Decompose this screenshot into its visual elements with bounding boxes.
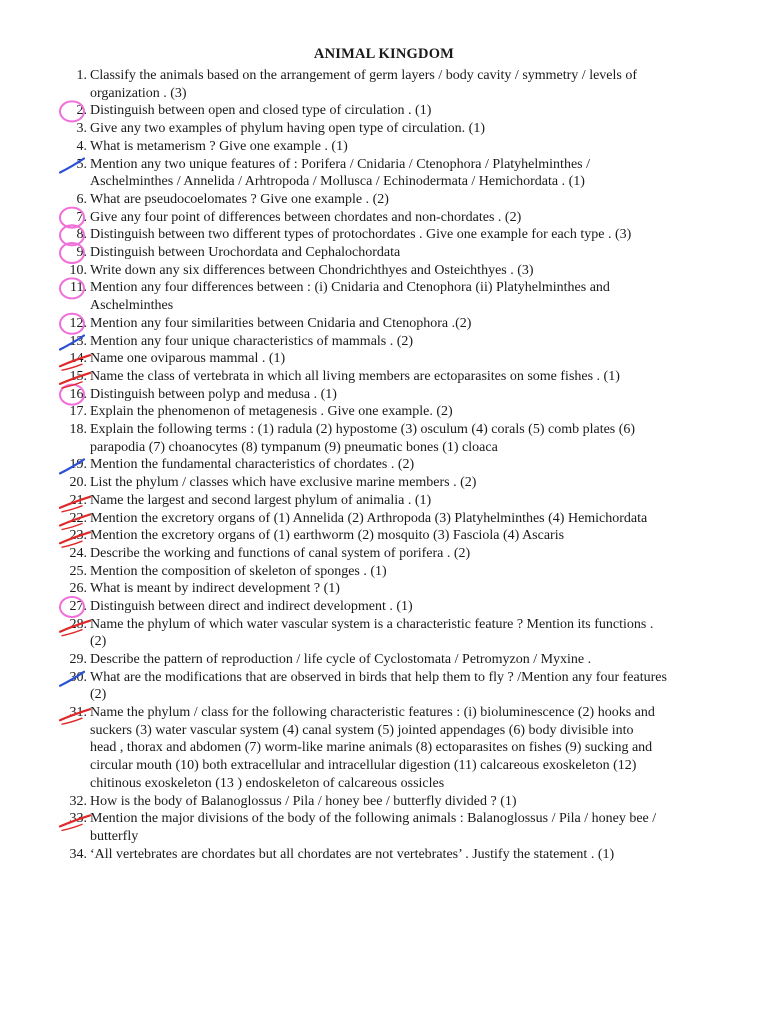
question-item — [69, 350, 730, 368]
question-text-line: What is meant by indirect development ? (1) — [90, 581, 340, 597]
question-text-line: Mention the major divisions of the body of the following animals : Balanoglossus / Pila / honey bee / — [90, 811, 657, 827]
question-text-line: Describe the working and functions of canal system of porifera . (2) — [90, 545, 471, 561]
question-text-line: butterfly — [90, 828, 139, 844]
question-text-line: Distinguish between two different types of protochordates . Give one example for each type . (3) — [90, 227, 632, 243]
question-text-line: Name one oviparous mammal . (1) — [90, 351, 286, 367]
question-item — [69, 810, 730, 845]
question-text-line: Classify the animals based on the arrangement of germ layers / body cavity / symmetry / levels of — [90, 68, 638, 83]
question-item — [69, 651, 730, 669]
question-text-line: (2) — [90, 687, 107, 703]
question-item — [69, 793, 730, 811]
question-text-line: ‘All vertebrates are chordates but all chordates are not vertebrates’ . Justify the statement . (1) — [90, 846, 615, 862]
question-item — [69, 333, 730, 351]
question-number: 7. — [76, 209, 87, 225]
question-item — [76, 209, 730, 227]
question-number: 9. — [76, 245, 87, 260]
question-item — [69, 510, 730, 528]
question-number: 29. — [69, 652, 87, 668]
question-number: 18. — [69, 422, 87, 437]
question-item — [69, 262, 730, 280]
question-item — [69, 403, 730, 421]
question-number: 31. — [69, 705, 87, 721]
question-number: 23. — [69, 528, 87, 544]
question-item — [69, 545, 730, 563]
question-text-line: Mention any two unique features of : Porifera / Cnidaria / Ctenophora / Platyhelminthes / — [90, 156, 591, 172]
question-number: 14. — [69, 351, 87, 367]
question-text-line: What is metamerism ? Give one example . (1) — [90, 138, 348, 154]
question-item — [69, 704, 730, 792]
question-number: 28. — [69, 616, 87, 632]
question-text-line: parapodia (7) choanocytes (8) tympanum (9) pneumatic bones (1) cloaca — [90, 439, 498, 455]
question-item — [70, 279, 730, 314]
question-text-line: Name the phylum of which water vascular system is a characteristic feature ? Mention its functions . — [90, 616, 654, 632]
question-item — [69, 492, 730, 510]
question-number: 1. — [76, 68, 87, 83]
question-item — [69, 527, 730, 545]
question-text-line: Mention the fundamental characteristics of chordates . (2) — [90, 457, 415, 473]
question-text-line: Mention any four differences between : (i) Cnidaria and Ctenophora (ii) Platyhelminthes and — [90, 280, 610, 296]
question-number: 12. — [69, 315, 87, 331]
question-item — [76, 226, 730, 244]
question-number: 30. — [69, 669, 87, 685]
question-text-line: Give any four point of differences between chordates and non-chordates . (2) — [90, 209, 522, 225]
question-text-line: Name the largest and second largest phylum of animalia . (1) — [90, 492, 432, 508]
question-item — [76, 156, 730, 191]
page-title: ANIMAL KINGDOM — [313, 46, 455, 62]
question-text-line: Aschelminthes / Annelida / Arhtropoda / Mollusca / Echinodermata / Hemichordata . (1) — [90, 174, 585, 190]
question-text-line: suckers (3) water vascular system (4) canal system (5) jointed appendages (6) body divisible into — [90, 722, 634, 738]
question-text-line: Mention the composition of skeleton of sponges . (1) — [90, 563, 387, 579]
question-number: 33. — [69, 811, 87, 827]
question-number: 6. — [76, 191, 87, 207]
question-number: 13. — [69, 333, 87, 349]
question-item — [69, 315, 730, 333]
question-item — [69, 421, 730, 456]
question-number: 11. — [70, 280, 87, 296]
question-text-line: Distinguish between open and closed type of circulation . (1) — [90, 103, 432, 119]
question-item — [69, 616, 730, 651]
question-number: 24. — [69, 545, 87, 561]
question-item — [76, 67, 730, 102]
question-number: 3. — [76, 121, 87, 137]
question-number: 4. — [76, 138, 87, 154]
question-number: 19. — [69, 457, 87, 473]
question-number: 25. — [69, 563, 87, 579]
question-number: 26. — [69, 581, 87, 597]
question-text-line: Describe the pattern of reproduction / life cycle of Cyclostomata / Petromyzon / Myxine . — [90, 652, 592, 668]
question-text-line: Distinguish between polyp and medusa . (1) — [90, 386, 337, 402]
question-text-line: Mention the excretory organs of (1) earthworm (2) mosquito (3) Fasciola (4) Ascaris — [90, 528, 565, 544]
question-text-line: What are pseudocoelomates ? Give one example . (2) — [90, 191, 389, 207]
question-text-line: Explain the phenomenon of metagenesis . Give one example. (2) — [90, 404, 453, 420]
question-item — [76, 102, 730, 120]
question-item — [69, 474, 730, 492]
question-text-line: Mention any four similarities between Cnidaria and Ctenophora .(2) — [90, 315, 472, 331]
question-number: 20. — [69, 475, 87, 491]
question-item — [76, 244, 730, 262]
question-item — [69, 669, 730, 704]
question-item — [76, 191, 730, 209]
question-text-line: Distinguish between direct and indirect development . (1) — [90, 599, 413, 614]
question-text-line: Write down any six differences between Chondrichthyes and Osteichthyes . (3) — [90, 262, 534, 278]
question-item — [69, 580, 730, 598]
question-item — [69, 563, 730, 581]
question-number: 27. — [69, 599, 87, 614]
question-number: 34. — [69, 846, 87, 862]
question-text-line: What are the modifications that are observed in birds that help them to fly ? /Mention any four features — [90, 669, 667, 685]
question-number: 32. — [69, 793, 87, 809]
question-number: 2. — [76, 103, 87, 119]
question-number: 10. — [69, 262, 87, 278]
question-text-line: Mention any four unique characteristics of mammals . (2) — [90, 333, 414, 349]
question-number: 15. — [69, 368, 87, 384]
question-text-line: Give any two examples of phylum having open type of circulation. (1) — [90, 121, 486, 137]
question-text-line: organization . (3) — [90, 85, 187, 101]
question-text-line: Name the phylum / class for the following characteristic features : (i) bioluminescence (2) hooks and — [90, 705, 655, 721]
question-item — [69, 456, 730, 474]
question-item — [76, 120, 730, 138]
question-item — [69, 368, 730, 386]
question-text-line: chitinous exoskeleton (13 ) endoskeleton of calcareous ossicles — [90, 775, 445, 791]
question-number: 8. — [76, 227, 87, 243]
question-text-line: Explain the following terms : (1) radula (2) hypostome (3) osculum (4) corals (5) comb plates (6) — [90, 422, 636, 437]
question-text-line: (2) — [90, 634, 107, 650]
question-text-line: Distinguish between Urochordata and Cephalochordata — [90, 245, 401, 260]
question-number: 17. — [69, 404, 87, 420]
question-text-line: circular mouth (10) both extracellular and intracellular digestion (11) calcareous exoskeleton (12) — [90, 757, 637, 773]
question-number: 22. — [69, 510, 87, 526]
question-number: 5. — [76, 156, 87, 172]
question-item — [69, 846, 730, 864]
question-item — [69, 386, 730, 404]
question-text-line: Mention the excretory organs of (1) Annelida (2) Arthropoda (3) Platyhelminthes (4) Hemichordata — [90, 510, 648, 526]
question-text-line: List the phylum / classes which have exclusive marine members . (2) — [90, 475, 477, 491]
question-text-line: head , thorax and abdomen (7) worm-like marine animals (8) ectoparasites on fishes (9) sucking and — [90, 740, 653, 756]
question-number: 21. — [69, 492, 87, 508]
question-text-line: How is the body of Balanoglossus / Pila / honey bee / butterfly divided ? (1) — [90, 793, 517, 809]
question-number: 16. — [69, 386, 87, 402]
question-item — [69, 598, 730, 616]
question-text-line: Name the class of vertebrata in which all living members are ectoparasites on some fishes . (1) — [90, 368, 620, 384]
question-item — [76, 138, 730, 156]
question-text-line: Aschelminthes — [90, 297, 174, 313]
